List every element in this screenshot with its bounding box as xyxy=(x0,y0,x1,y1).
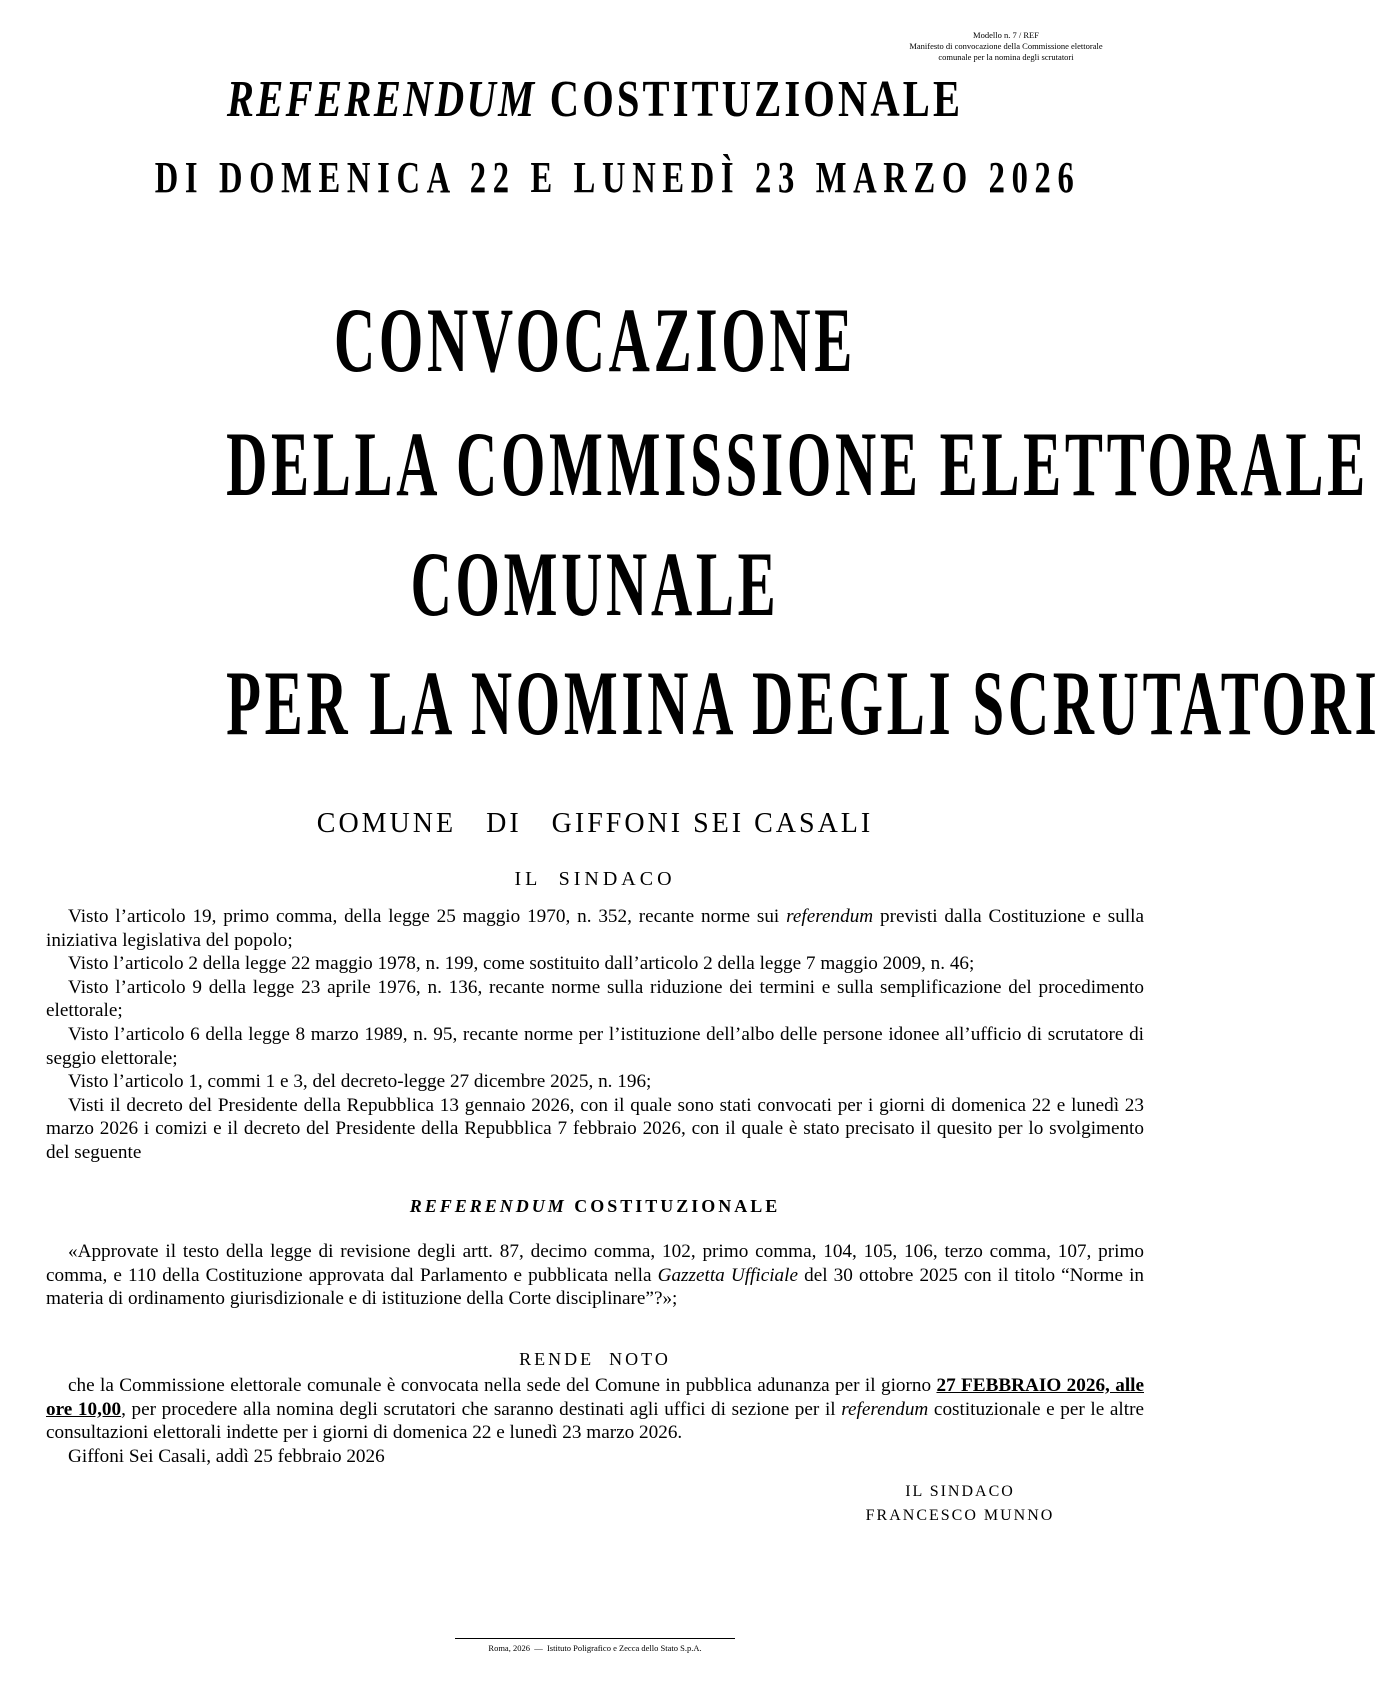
premise-2: Visto l’articolo 2 della legge 22 maggio 1978, n. 199, come sostituito dall’articolo 2 della legge 7 maggio 2009, n. 46; xyxy=(68,953,975,975)
referendum-subheading-italic: REFERENDUM xyxy=(409,1196,567,1216)
announcement-italic: referendum xyxy=(841,1398,929,1420)
premise-3: Visto l’articolo 9 della legge 23 aprile 1976, n. 136, recante norme sulla riduzione dei termini e sulla semplificazione del procedimento elettorale; xyxy=(46,976,1144,1022)
referendum-question xyxy=(46,1240,1144,1311)
announcement-body xyxy=(46,1374,1144,1468)
premise-6: Visti il decreto del Presidente della Repubblica 13 gennaio 2026, con il quale sono stati convocati per i giorni di domenica 22 e lunedì 23 marzo 2026 i comizi e il decreto del Presidente della Repubblica 7 febbraio 2026, con il quale è stato precisato il quesito per lo svolgimento del seguente xyxy=(46,1094,1144,1163)
referendum-subheading-rest: COSTITUZIONALE xyxy=(574,1196,781,1216)
municipality-name: COMUNE DI GIFFONI SEI CASALI xyxy=(316,808,874,839)
premise-4: Visto l’articolo 6 della legge 8 marzo 1989, n. 95, recante norme per l’istituzione dell’albo delle persone idonee all’ufficio di scrutatore di seggio elettorale; xyxy=(46,1023,1144,1069)
referendum-subheading xyxy=(0,1196,1190,1217)
referendum-date-line: DI DOMENICA 22 E LUNEDÌ 23 MARZO 2026 xyxy=(154,153,1081,202)
place-and-date: Giffoni Sei Casali, addì 25 febbraio 2026 xyxy=(68,1445,385,1467)
model-code: Modello n. 7 / REF xyxy=(973,30,1039,40)
premise-1-pre: Visto l’articolo 19, primo comma, della legge 25 maggio 1970, n. 352, recante norme sui xyxy=(68,906,787,927)
model-description-line2: comunale per la nomina degli scrutatori xyxy=(938,52,1074,62)
referendum-title-rest: COSTITUZIONALE xyxy=(549,71,964,128)
question-italic: Gazzetta Ufficiale xyxy=(657,1264,799,1286)
convocation-heading-line1: CONVOCAZIONE xyxy=(333,289,857,391)
premise-5: Visto l’articolo 1, commi 1 e 3, del decreto-legge 27 dicembre 2025, n. 196; xyxy=(68,1071,652,1093)
referendum-title xyxy=(131,70,1059,129)
referendum-title-italic: REFERENDUM xyxy=(226,71,537,128)
convocation-heading-line3: COMUNALE xyxy=(410,533,780,635)
announcement-mid: , per procedere alla nomina degli scrutatori che saranno destinati agli uffici di sezione per il xyxy=(121,1398,842,1420)
meeting-date: 27 FEBBRAIO 2026, alle ore 10,00 xyxy=(46,1375,1144,1420)
model-reference xyxy=(876,30,1136,63)
signature-block xyxy=(820,1480,1100,1528)
footer-divider xyxy=(455,1638,735,1639)
premise-1-italic: referendum xyxy=(786,906,874,927)
announcement-text xyxy=(46,1374,1144,1445)
question-pre: «Approvate il testo della legge di revisione degli artt. 87, decimo comma, 102, primo comma, 104, 105, 106, terzo comma, 107, primo comma, e 110 della Costituzione approvata dal Parlamento e pubblicata nella xyxy=(46,1241,1144,1286)
model-description-line1: Manifesto di convocazione della Commissione elettorale xyxy=(909,41,1103,51)
convocation-heading-line4: PER LA NOMINA DEGLI SCRUTATORI xyxy=(226,652,1380,754)
question-text xyxy=(46,1240,1144,1311)
signature-role: IL SINDACO xyxy=(905,1483,1015,1500)
announcement-post: costituzionale e per le altre consultazioni elettorali indette per i giorni di domenica 22 e lunedì 23 marzo 2026. xyxy=(46,1398,1144,1444)
mayor-heading: IL SINDACO xyxy=(514,868,676,890)
question-post: del 30 ottobre 2025 con il titolo “Norme in materia di ordinamento giurisdizionale e di istituzione della Corte disciplinare”?»; xyxy=(46,1264,1144,1310)
convocation-heading-line2: DELLA COMMISSIONE ELETTORALE xyxy=(226,413,1369,515)
legal-premises xyxy=(46,905,1144,1165)
premise-1-post: previsti dalla Costituzione e sulla iniziativa legislativa del popolo; xyxy=(46,906,1145,951)
premise-1 xyxy=(46,905,1144,952)
announcement-heading: RENDE NOTO xyxy=(519,1349,671,1369)
announcement-pre: che la Commissione elettorale comunale è convocata nella sede del Comune in pubblica adunanza per il giorno xyxy=(68,1375,937,1396)
printer-footer: Roma, 2026 — Istituto Poligrafico e Zecca dello Stato S.p.A. xyxy=(488,1643,702,1653)
signature-name: FRANCESCO MUNNO xyxy=(865,1507,1055,1524)
